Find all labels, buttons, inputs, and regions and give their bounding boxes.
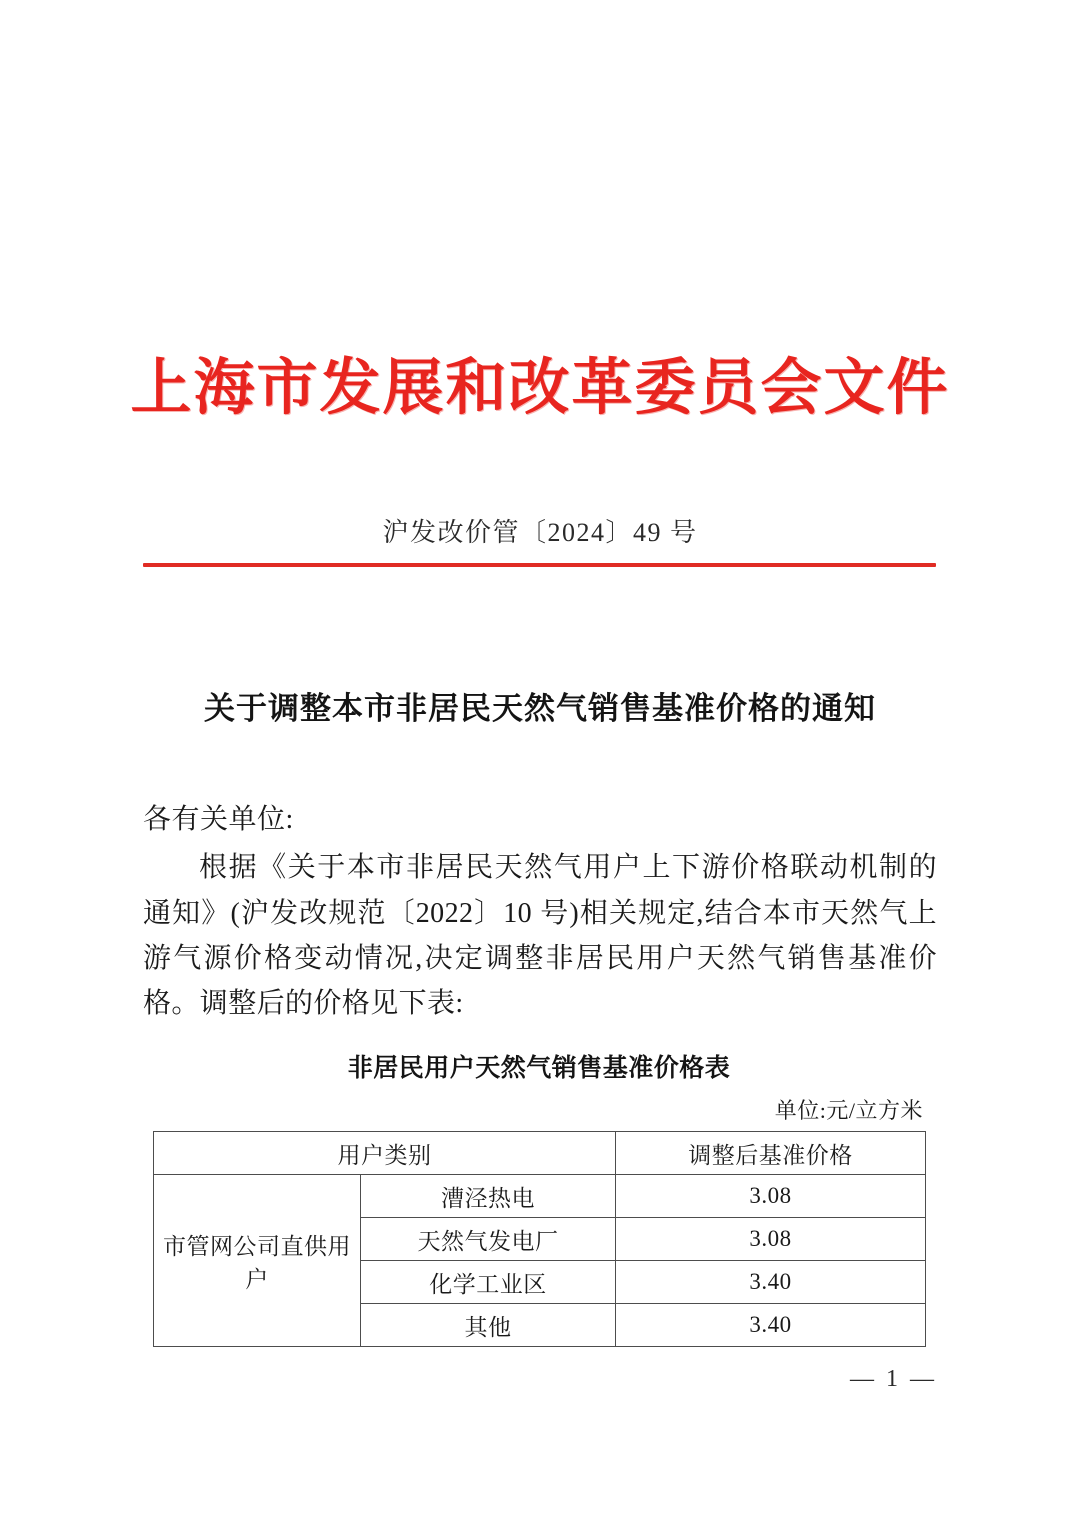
table-header-category: 用户类别 <box>154 1132 616 1175</box>
table-cell-price: 3.08 <box>616 1175 926 1218</box>
table-cell-subcategory: 天然气发电厂 <box>361 1218 616 1261</box>
table-cell-subcategory: 化学工业区 <box>361 1261 616 1304</box>
salutation: 各有关单位: <box>143 804 294 835</box>
table-cell-subcategory: 漕泾热电 <box>361 1175 616 1218</box>
table-cell-price: 3.40 <box>616 1304 926 1347</box>
document-number-text: 沪发改价管〔2024〕49 号 <box>382 518 698 547</box>
table-unit-note: 单位:元/立方米 <box>774 1098 923 1123</box>
table-title: 非居民用户天然气销售基准价格表 <box>347 1055 731 1082</box>
table-header-price: 调整后基准价格 <box>616 1132 926 1175</box>
masthead-title: 上海市发展和改革委员会文件 <box>130 355 950 422</box>
body-paragraph: 根据《关于本市非居民天然气用户上下游价格联动机制的通知》(沪发改规范〔2022〕10 号)相关规定,结合本市天然气上游气源价格变动情况,决定调整非居民用户天然气销售基准价格。调整后的价格见下表: <box>143 852 937 1020</box>
table-cell-price: 3.08 <box>616 1218 926 1261</box>
red-divider-rule <box>143 563 936 567</box>
price-table-block <box>153 1048 925 1347</box>
page-number: — 1 — <box>850 1366 937 1392</box>
table-group-label: 市管网公司直供用户 <box>154 1175 361 1347</box>
table-cell-price: 3.40 <box>616 1261 926 1304</box>
page-footer <box>0 1366 1080 1393</box>
table-row <box>154 1175 926 1218</box>
document-body <box>143 798 937 1027</box>
document-number <box>0 512 1080 549</box>
table-header-row <box>154 1132 926 1175</box>
price-table <box>153 1131 926 1347</box>
masthead <box>0 355 1080 423</box>
page-title-text: 关于调整本市非居民天然气销售基准价格的通知 <box>204 691 876 726</box>
page-title <box>0 683 1080 728</box>
table-cell-subcategory: 其他 <box>361 1304 616 1347</box>
